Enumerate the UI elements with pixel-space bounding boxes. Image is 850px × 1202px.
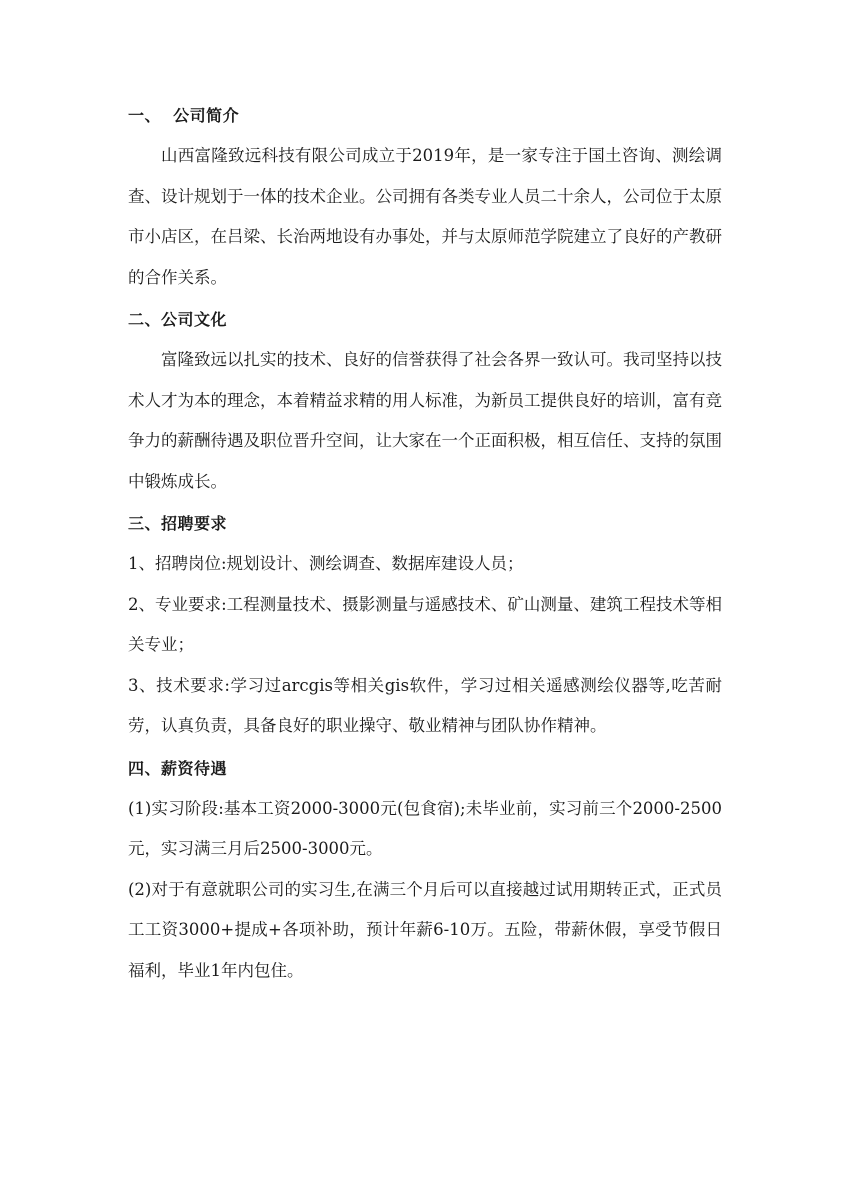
section-heading: 四、薪资待遇 [128,758,228,778]
paragraph: 山西富隆致远科技有限公司成立于2019年，是一家专注于国土咨询、测绘调查、设计规划于一体的技术企业。公司拥有各类专业人员二十余人，公司位于太原市小店区，在吕梁、长治两地设有办事处，并与太原师范学院建立了良好的产教研的合作关系。 [128,146,722,287]
list-item: 1、招聘岗位:规划设计、测绘调查、数据库建设人员； [128,554,524,573]
list-item: (1)实习阶段:基本工资2000-3000元(包食宿);未毕业前，实习前三个2000-2500元，实习满三月后2500-3000元。 [128,798,722,858]
section-recruitment-requirements [128,504,722,747]
document-page [128,96,722,991]
section-heading: 一、 公司简介 [128,106,240,125]
section-company-culture [128,300,722,502]
list-item: 3、技术要求:学习过arcgis等相关gis软件，学习过相关遥感测绘仪器等,吃苦耐劳，认真负责，具备良好的职业操守、敬业精神与团队协作精神。 [128,675,722,735]
section-salary-benefits [128,749,722,992]
list-item: (2)对于有意就职公司的实习生,在满三个月后可以直接越过试用期转正式，正式员工工资3000+提成+各项补助，预计年薪6-10万。五险，带薪休假，享受节假日福利，毕业1年内包住。 [128,879,722,980]
section-heading: 三、招聘要求 [128,514,228,533]
list-item: 2、专业要求:工程测量技术、摄影测量与遥感技术、矿山测量、建筑工程技术等相关专业； [128,594,722,654]
paragraph: 富隆致远以扎实的技术、良好的信誉获得了社会各界一致认可。我司坚持以技术人才为本的理念，本着精益求精的用人标准，为新员工提供良好的培训，富有竞争力的薪酬待遇及职位晋升空间，让大家在一个正面积极，相互信任、支持的氛围中锻炼成长。 [128,350,722,491]
section-heading: 二、公司文化 [128,310,228,329]
section-company-intro [128,96,722,298]
